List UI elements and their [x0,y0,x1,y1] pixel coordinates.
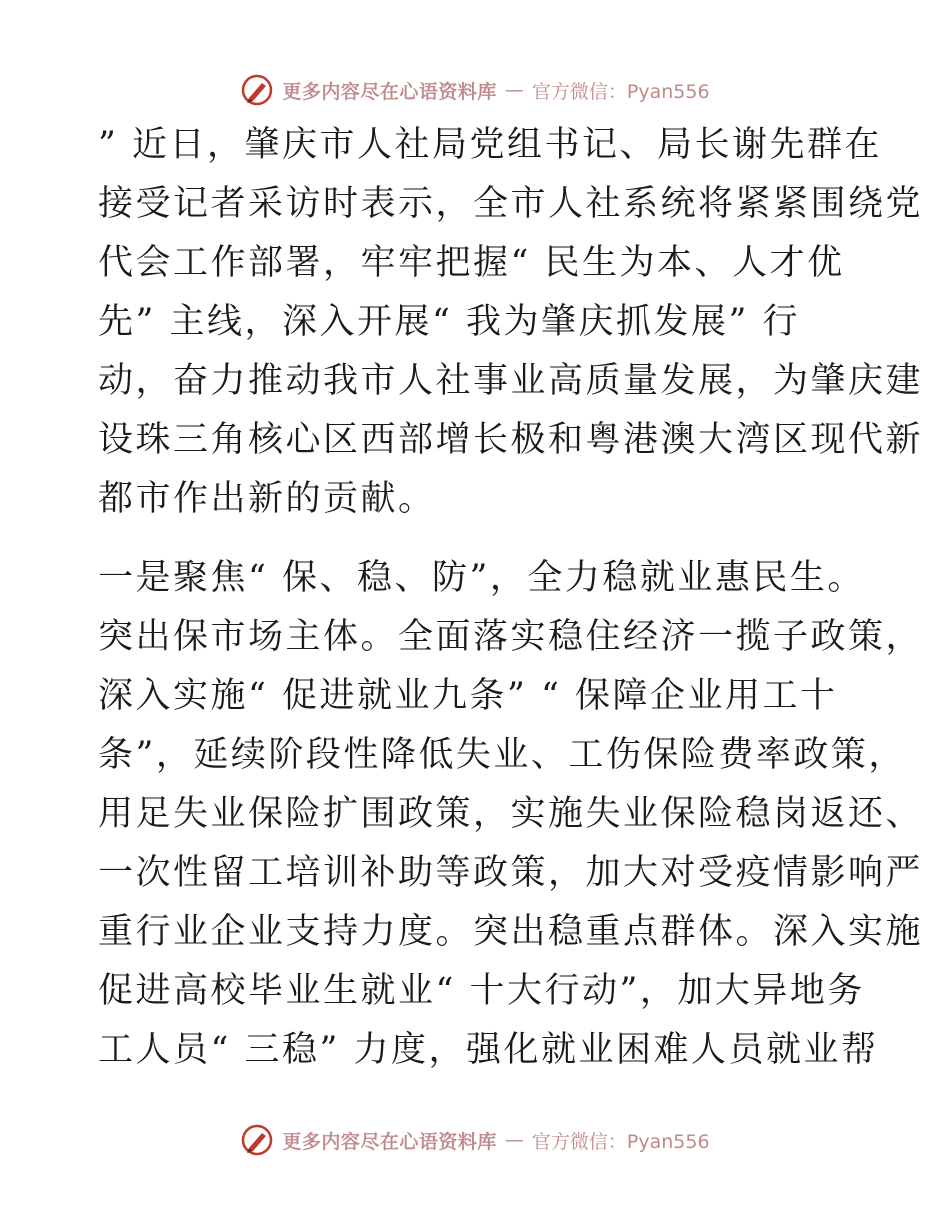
text-line: 先” 主线，深入开展“ 我为肇庆抓发展” 行 [98,302,801,342]
paragraph-gap [98,529,858,549]
document-body [98,116,924,1080]
text-line: 设珠三角核心区西部增长极和粤港澳大湾区现代新 [98,420,924,460]
text-line: 动，奋力推动我市人社事业高质量发展，为肇庆建 [98,361,924,401]
text-line: 促进高校毕业生就业“ 十大行动”，加大异地务 [98,971,865,1011]
text-line: 工人员“ 三稳” 力度，强化就业困难人员就业帮 [98,1030,879,1070]
text-line: 重行业企业支持力度。突出稳重点群体。深入实施 [98,912,924,952]
footer-watermark [0,1120,950,1160]
paragraph [98,116,924,529]
watermark-site-text: 更多内容尽在心语资料库 [282,1130,497,1153]
watermark-contact: 官方微信：Pyan556 [531,1130,710,1153]
text-line: 条”，延续阶段性降低失业、工伤保险费率政策， [98,735,906,775]
watermark-separator: — [504,79,524,101]
text-line: ” 近日，肇庆市人社局党组书记、局长谢先群在 [98,125,883,165]
header-watermark [0,70,950,110]
text-line: 都市作出新的贡献。 [98,479,436,519]
text-line: 一次性留工培训补助等政策，加大对受疫情影响严 [98,853,924,893]
text-line: 用足失业保险扩围政策，实施失业保险稳岗返还、 [98,794,924,834]
text-line: 突出保市场主体。全面落实稳住经济一揽子政策， [98,617,924,657]
text-line: 一是聚焦“ 保、稳、防”，全力稳就业惠民生。 [98,558,865,598]
text-line: 接受记者采访时表示，全市人社系统将紧紧围绕党 [98,184,924,224]
paragraph [98,549,924,1080]
pen-logo-icon [240,1123,274,1157]
text-line: 代会工作部署，牢牢把握“ 民生为本、人才优 [98,243,845,283]
watermark-separator: — [504,1129,524,1151]
pen-logo-icon [240,73,274,107]
watermark-contact: 官方微信：Pyan556 [531,80,710,103]
text-line: 深入实施“ 促进就业九条” “ 保障企业用工十 [98,676,838,716]
watermark-site-text: 更多内容尽在心语资料库 [282,80,497,103]
